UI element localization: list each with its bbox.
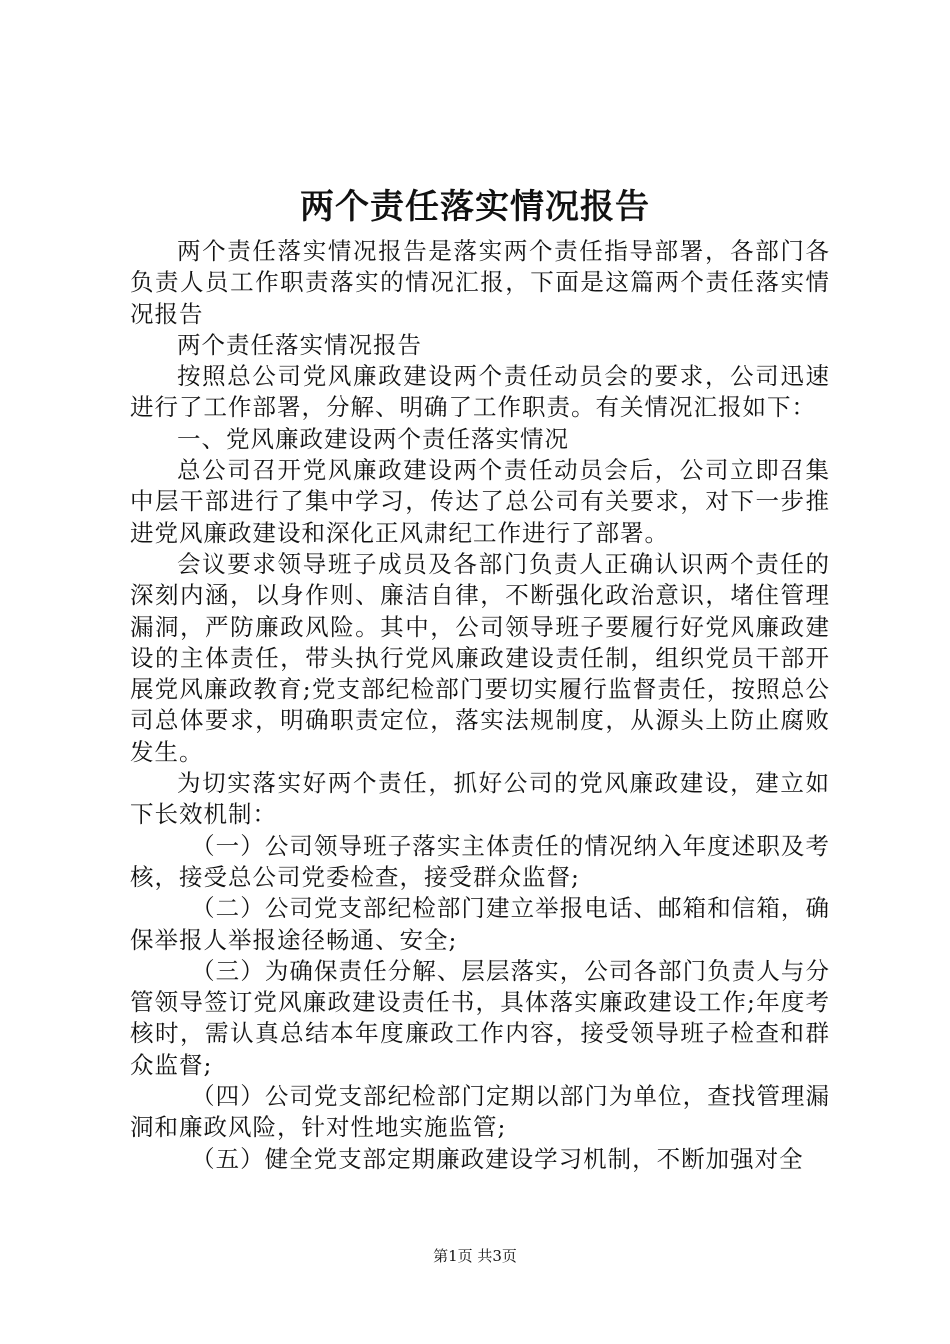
document-body	[130, 236, 830, 1175]
document-title: 两个责任落实情况报告	[300, 187, 650, 227]
list-item: （一）公司领导班子落实主体责任的情况纳入年度述职及考核，接受总公司党委检查，接受群众监督;	[130, 831, 830, 891]
body-paragraph: 总公司召开党风廉政建设两个责任动员会后，公司立即召集中层干部进行了集中学习，传达了总公司有关要求，对下一步推进党风廉政建设和深化正风肃纪工作进行了部署。	[130, 456, 830, 547]
list-item: （五）健全党支部定期廉政建设学习机制，不断加强对全	[191, 1144, 804, 1173]
body-paragraph: 会议要求领导班子成员及各部门负责人正确认识两个责任的深刻内涵，以身作则、廉洁自律，不断强化政治意识，堵住管理漏洞，严防廉政风险。其中，公司领导班子要履行好党风廉政建设的主体责任，带头执行党风廉政建设责任制，组织党员干部开展党风廉政教育;党支部纪检部门要切实履行监督责任，按照总公司总体要求，明确职责定位，落实法规制度，从源头上防止腐败发生。	[130, 549, 830, 766]
section-heading: 一、党风廉政建设两个责任落实情况	[177, 424, 569, 453]
list-item: （四）公司党支部纪检部门定期以部门为单位，查找管理漏洞和廉政风险，针对性地实施监管;	[130, 1082, 830, 1142]
body-paragraph: 为切实落实好两个责任，抓好公司的党风廉政建设，建立如下长效机制：	[130, 769, 830, 829]
list-item: （二）公司党支部纪检部门建立举报电话、邮箱和信箱，确保举报人举报途径畅通、安全;	[130, 894, 830, 954]
page-footer: 第1页 共3页	[433, 1247, 517, 1265]
intro-paragraph: 两个责任落实情况报告是落实两个责任指导部署，各部门各负责人员工作职责落实的情况汇报，下面是这篇两个责任落实情况报告	[130, 237, 830, 328]
body-paragraph: 按照总公司党风廉政建设两个责任动员会的要求，公司迅速进行了工作部署，分解、明确了工作职责。有关情况汇报如下：	[130, 362, 830, 422]
report-subtitle: 两个责任落实情况报告	[177, 330, 422, 359]
list-item: （三）为确保责任分解、层层落实，公司各部门负责人与分管领导签订党风廉政建设责任书，具体落实廉政建设工作;年度考核时，需认真总结本年度廉政工作内容，接受领导班子检查和群众监督;	[130, 956, 830, 1079]
